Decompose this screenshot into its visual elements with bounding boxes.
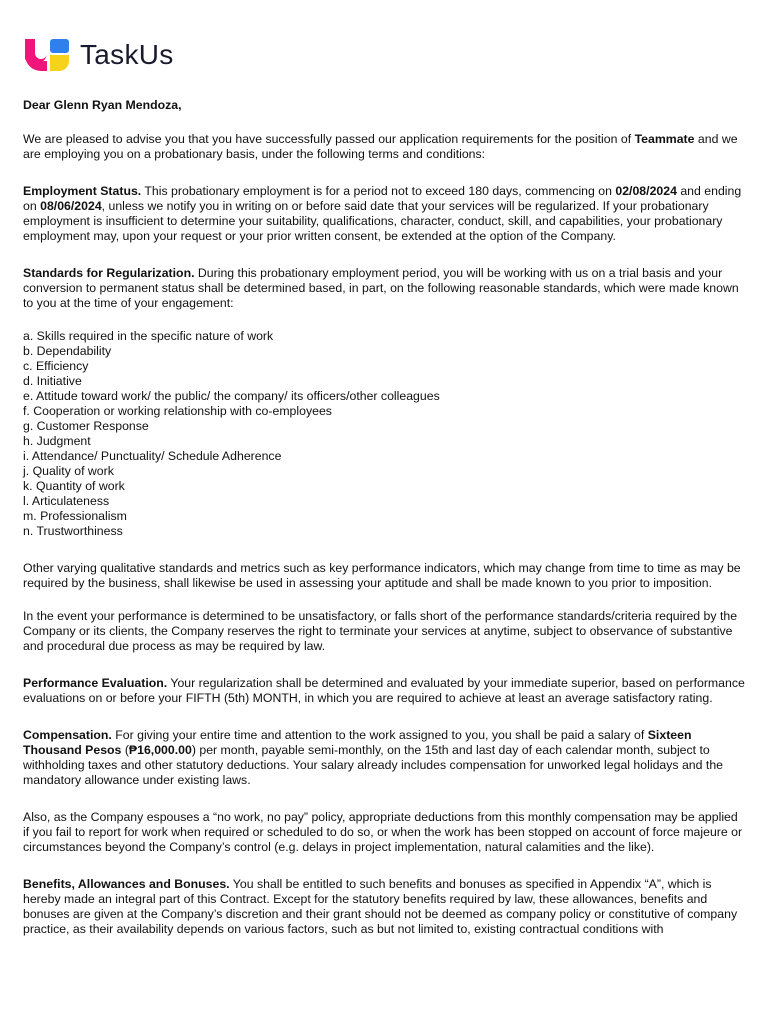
greeting: Dear Glenn Ryan Mendoza, bbox=[23, 98, 182, 112]
list-item: g. Customer Response bbox=[23, 419, 149, 433]
performance-paragraph: Performance Evaluation. Your regularization shall be determined and evaluated by your immediate superior, based on performance evaluations on or before your FIFTH (5th) MONTH, in which you are required to achieve at least an average satisfactory rating. bbox=[23, 676, 745, 705]
salary-words: Sixteen Thousand Pesos bbox=[23, 728, 692, 757]
list-item: b. Dependability bbox=[23, 344, 112, 358]
list-item: a. Skills required in the specific nature of work bbox=[23, 329, 274, 343]
position-title: Teammate bbox=[634, 132, 695, 146]
employment-status-heading: Employment Status. bbox=[23, 184, 142, 198]
regularization-paragraph: Standards for Regularization. During this probationary employment period, you will be working with us on a trial basis and your conversion to permanent status shall be determined based, in part, on the following reasonable standards, which were made known to you at the time of your engagement: bbox=[23, 266, 739, 310]
end-date: 08/06/2024 bbox=[40, 199, 102, 213]
letter-body bbox=[23, 95, 745, 937]
list-item: l. Articulateness bbox=[23, 494, 110, 508]
list-item: m. Professionalism bbox=[23, 509, 127, 523]
list-item: j. Quality of work bbox=[23, 464, 114, 478]
benefits-heading: Benefits, Allowances and Bonuses. bbox=[23, 877, 230, 891]
list-item: k. Quantity of work bbox=[23, 479, 125, 493]
other-standards-paragraph: Other varying qualitative standards and metrics such as key performance indicators, which may change from time to time as may be required by the business, shall likewise be used in assessing your aptitude and shall be made known to you prior to imposition. bbox=[23, 561, 741, 590]
list-item: n. Trustworthiness bbox=[23, 524, 123, 538]
taskus-logo bbox=[23, 36, 174, 72]
taskus-logo-icon bbox=[23, 37, 71, 71]
list-item: e. Attitude toward work/ the public/ the company/ its officers/other colleagues bbox=[23, 389, 440, 403]
compensation-paragraph: Compensation. For giving your entire time and attention to the work assigned to you, you shall be paid a salary of Sixteen Thousand Pesos (₱16,000.00) per month, payable semi-monthly, on the 15th and last day of each calendar month, subject to withholding taxes and other statutory deductions. Your salary already includes compensation for unworked legal holidays and the mandatory allowance under existing laws. bbox=[23, 728, 723, 787]
list-item: i. Attendance/ Punctuality/ Schedule Adherence bbox=[23, 449, 282, 463]
list-item: f. Cooperation or working relationship with co-employees bbox=[23, 404, 332, 418]
unsatisfactory-paragraph: In the event your performance is determined to be unsatisfactory, or falls short of the performance standards/criteria required by the Company or its clients, the Company reserves the right to terminate your services at anytime, subject to observance of substantive and procedural due process as may be required by law. bbox=[23, 609, 738, 653]
regularization-heading: Standards for Regularization. bbox=[23, 266, 195, 280]
performance-heading: Performance Evaluation. bbox=[23, 676, 168, 690]
start-date: 02/08/2024 bbox=[615, 184, 677, 198]
list-item: d. Initiative bbox=[23, 374, 82, 388]
intro-paragraph: We are pleased to advise you that you have successfully passed our application requirements for the position of Teammate and we are employing you on a probationary basis, under the following terms and conditions: bbox=[23, 132, 738, 161]
list-item: h. Judgment bbox=[23, 434, 91, 448]
employment-status-paragraph: Employment Status. This probationary employment is for a period not to exceed 180 days, commencing on 02/08/2024 and ending on 08/06/2024, unless we notify you in writing on or before said date that your services will be regularized. If your probationary employment is insufficient to determine your suitability, qualifications, character, conduct, skill, and capabilities, your probationary employment may, upon your request or your prior written consent, be extended at the option of the Company. bbox=[23, 184, 742, 243]
brand-name: TaskUs bbox=[80, 38, 174, 70]
standards-list bbox=[23, 329, 745, 539]
compensation-heading: Compensation. bbox=[23, 728, 112, 742]
salary-amount: ₱16,000.00 bbox=[128, 743, 192, 757]
list-item: c. Efficiency bbox=[23, 359, 89, 373]
no-work-no-pay-paragraph: Also, as the Company espouses a “no work, no pay” policy, appropriate deductions from this monthly compensation may be applied if you fail to report for work when required or scheduled to do so, or when the work has been stopped on account of force majeure or circumstances beyond the Company’s control (e.g. delays in project implementation, natural calamities and the like). bbox=[23, 810, 743, 854]
benefits-paragraph: Benefits, Allowances and Bonuses. You shall be entitled to such benefits and bonuses as specified in Appendix “A”, which is hereby made an integral part of this Contract. Except for the statutory benefits required by law, these allowances, benefits and bonuses are given at the Company’s discretion and their grant should not be deemed as company policy or constitutive of company practice, as their availability depends on various factors, such as but not limited to, existing contractual conditions with bbox=[23, 877, 738, 936]
